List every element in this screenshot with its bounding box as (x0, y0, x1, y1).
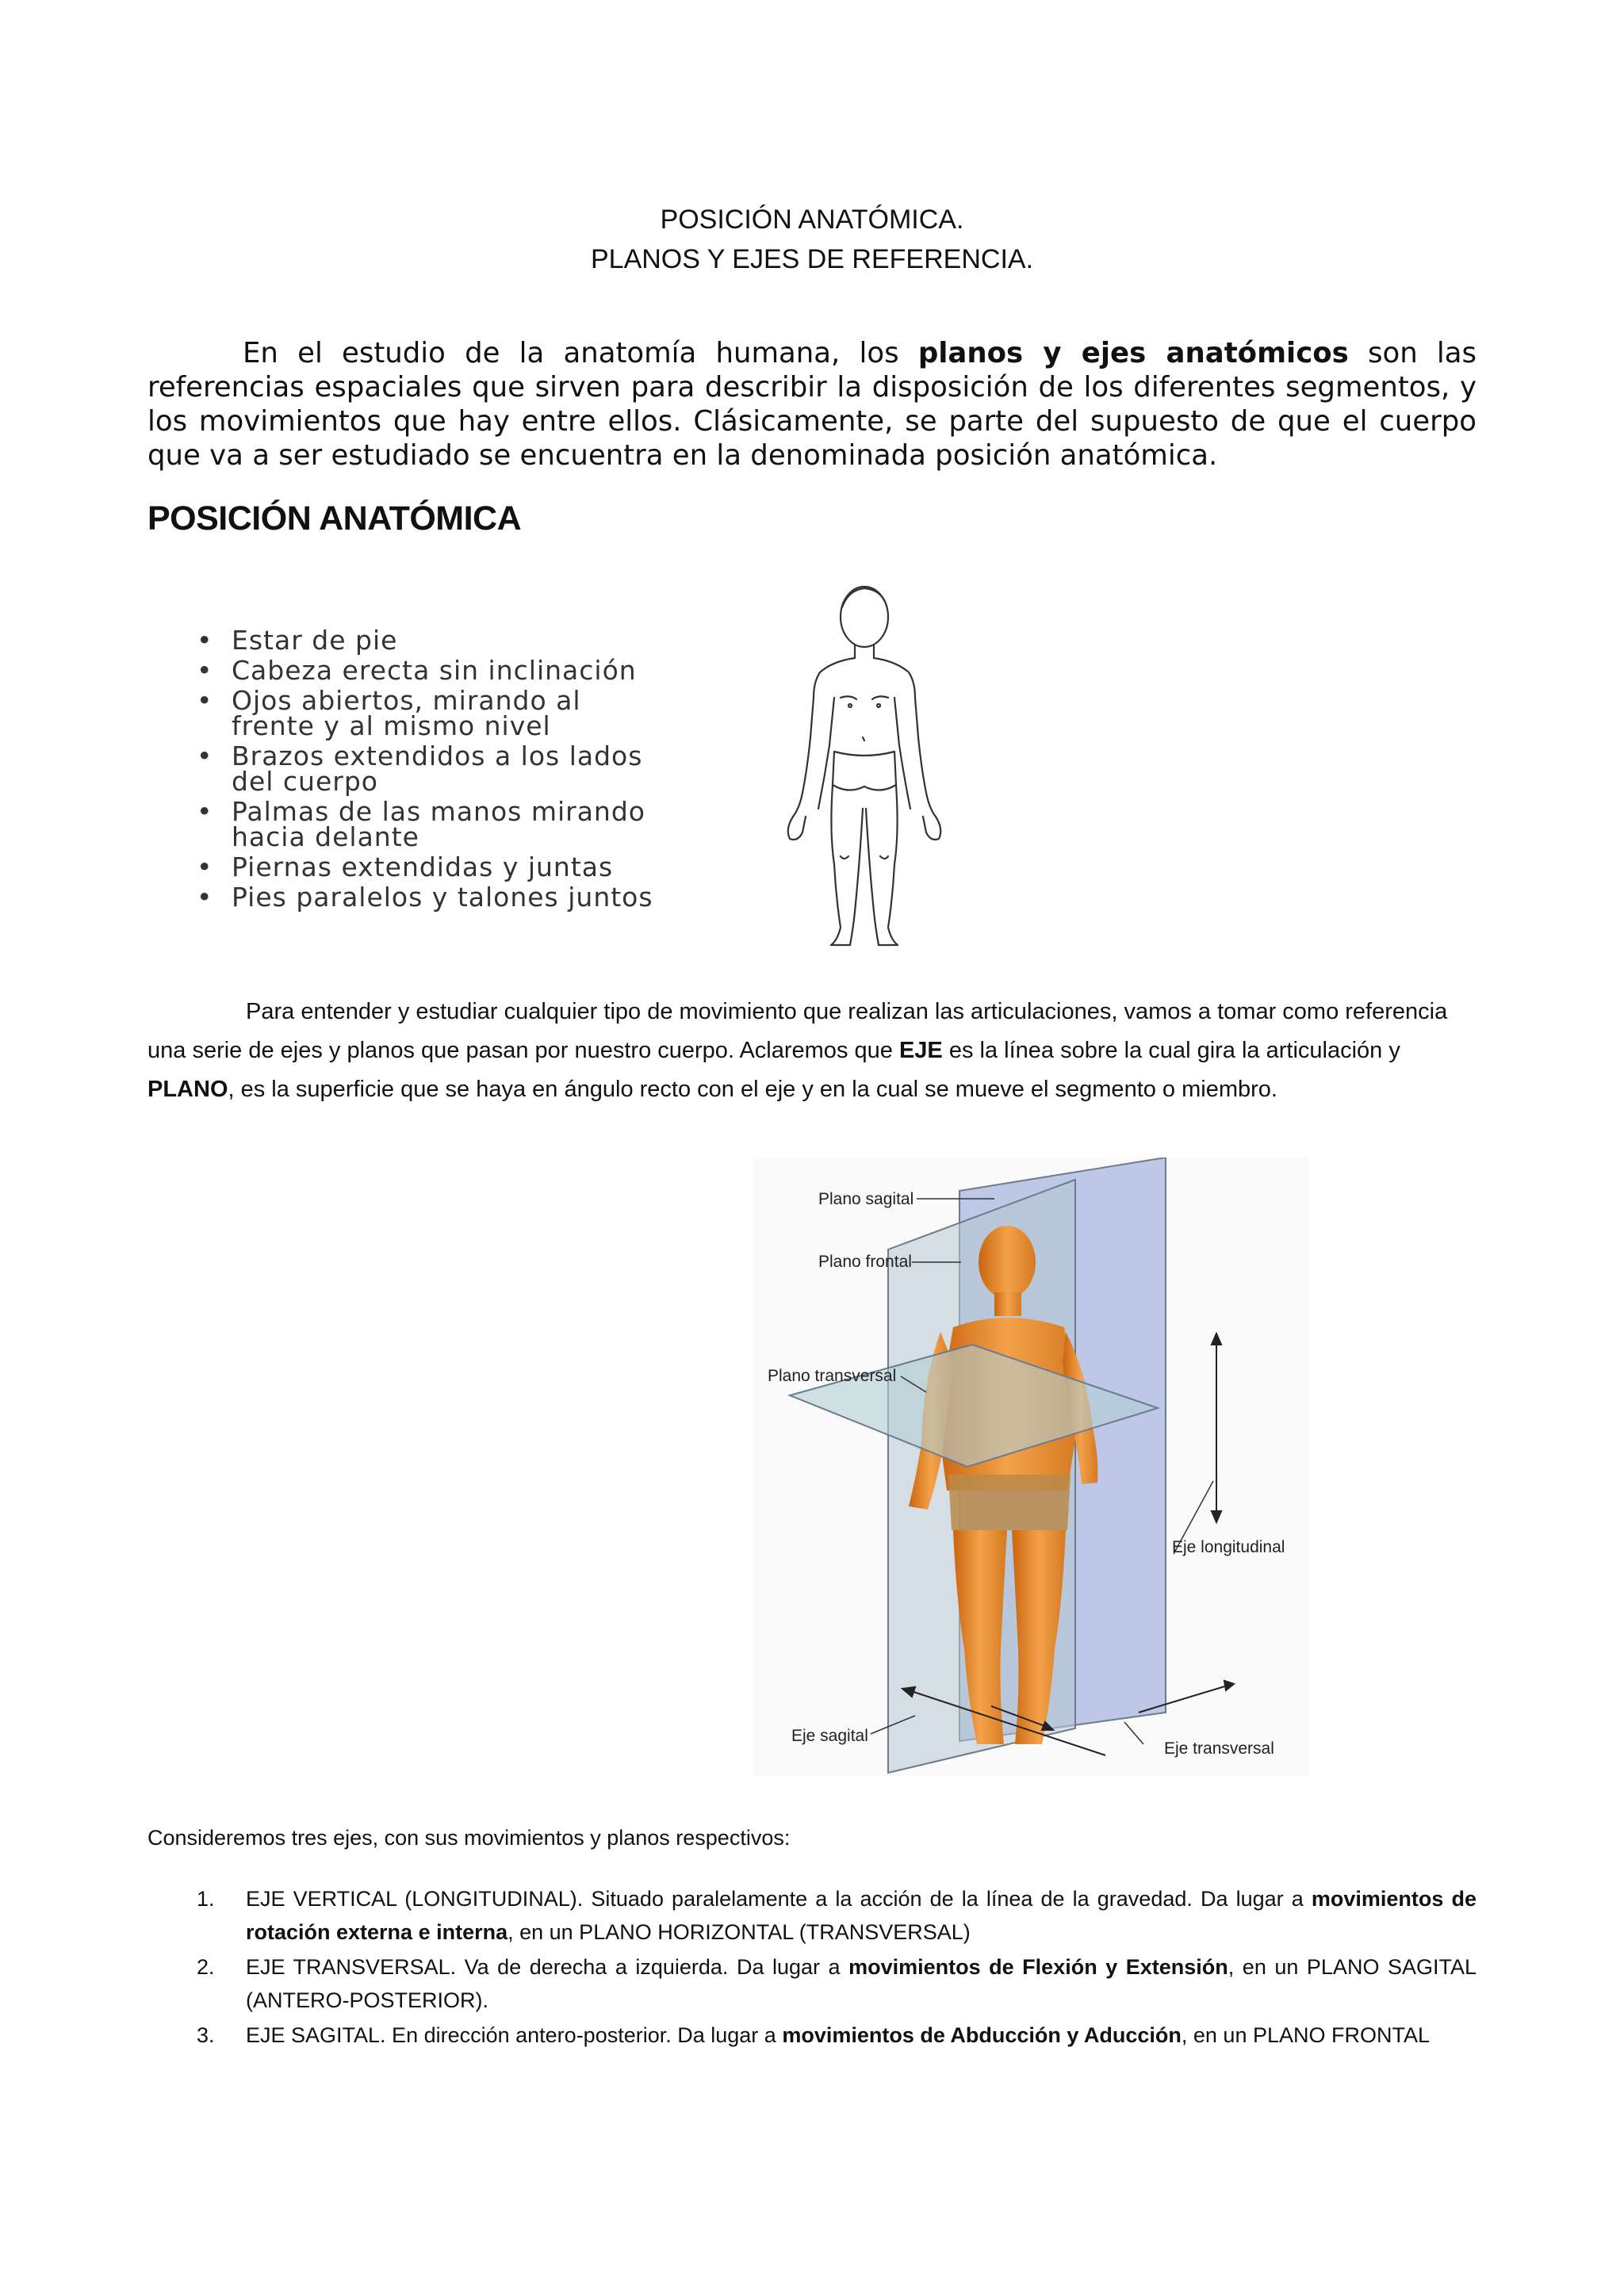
list-item: • Ojos abiertos, mirando al frente y al mismo nivel (187, 688, 653, 739)
planes-axes-figure (753, 1158, 1308, 1776)
list-item (147, 1950, 1477, 2017)
list-number: 1. (197, 1887, 215, 1911)
item-bold: movimientos de Abducción y Aducción (782, 2023, 1182, 2047)
label-plano-frontal: Plano frontal (818, 1253, 912, 1271)
list-number: 3. (197, 2023, 215, 2047)
item-text: , en un PLANO SAGITAL (ANTERO-POSTERIOR). (246, 1955, 1477, 2012)
intro-text-2: son las referencias espaciales que sirven para describir la disposición de los diferentes segmentos, y los movimientos que hay entre ellos. Clásicamente, se parte del supuesto de que el cuerpo que va a ser estudiado se encuentra en la denominada posición anatómica. (147, 337, 1477, 472)
anatomical-position-list (187, 625, 653, 915)
intro-paragraph (147, 336, 1477, 473)
para2-text-1: Para entender y estudiar cualquier tipo de movimiento que realizan las articulaciones, vamos a tomar como referencia una serie de ejes y planos que pasan por nuestro cuerpo. Aclaremos que (147, 999, 1448, 1063)
axes-list (147, 1882, 1477, 2053)
item-text: , en un PLANO HORIZONTAL (TRANSVERSAL) (508, 1920, 971, 1944)
eje-term: EJE (898, 1038, 943, 1063)
consider-sentence: Consideremos tres ejes, con sus movimientos y planos respectivos: (147, 1826, 791, 1850)
item-text: , en un PLANO FRONTAL (1181, 2023, 1431, 2047)
para2-text-3: , es la superficie que se haya en ángulo recto con el eje y en la cual se mueve el segmento o miembro. (228, 1077, 1277, 1102)
label-plano-sagital: Plano sagital (818, 1190, 914, 1208)
list-item: • Cabeza erecta sin inclinación (187, 658, 653, 683)
list-item (147, 2019, 1477, 2052)
label-plano-transversal: Plano transversal (768, 1367, 897, 1385)
label-eje-sagital: Eje sagital (791, 1727, 868, 1745)
document-title: POSICIÓN ANATÓMICA. (660, 205, 964, 235)
axes-planes-paragraph (147, 993, 1477, 1109)
item-text: EJE SAGITAL. En dirección antero-posterior. Da lugar a (246, 2023, 783, 2047)
list-item: • Brazos extendidos a los lados del cuerpo (187, 744, 653, 794)
list-item: • Palmas de las manos mirando hacia delante (187, 799, 653, 850)
list-item: • Piernas extendidas y juntas (187, 855, 653, 880)
item-bold: movimientos de rotación externa e interna (246, 1887, 1477, 1944)
item-bold: movimientos de Flexión y Extensión (848, 1955, 1228, 1979)
label-eje-longitudinal: Eje longitudinal (1172, 1538, 1285, 1556)
section-heading: POSICIÓN ANATÓMICA (147, 499, 522, 538)
label-eje-transversal: Eje transversal (1164, 1739, 1274, 1758)
list-item (147, 1882, 1477, 1949)
item-text: EJE VERTICAL (LONGITUDINAL). Situado paralelamente a la acción de la línea de la gravedad. Da lugar a (246, 1887, 1312, 1911)
list-item: • Estar de pie (187, 628, 653, 653)
list-item: • Pies paralelos y talones juntos (187, 885, 653, 910)
intro-bold-term: planos y ejes anatómicos (917, 337, 1349, 369)
para2-text-2: es la línea sobre la cual gira la articulación y (942, 1038, 1400, 1063)
document-subtitle: PLANOS Y EJES DE REFERENCIA. (590, 244, 1034, 274)
intro-text-1: En el estudio de la anatomía humana, los (243, 337, 918, 369)
list-number: 2. (197, 1955, 215, 1979)
item-text: EJE TRANSVERSAL. Va de derecha a izquierda. Da lugar a (246, 1955, 849, 1979)
plano-term: PLANO (147, 1077, 228, 1102)
human-figure-illustration (761, 579, 967, 959)
